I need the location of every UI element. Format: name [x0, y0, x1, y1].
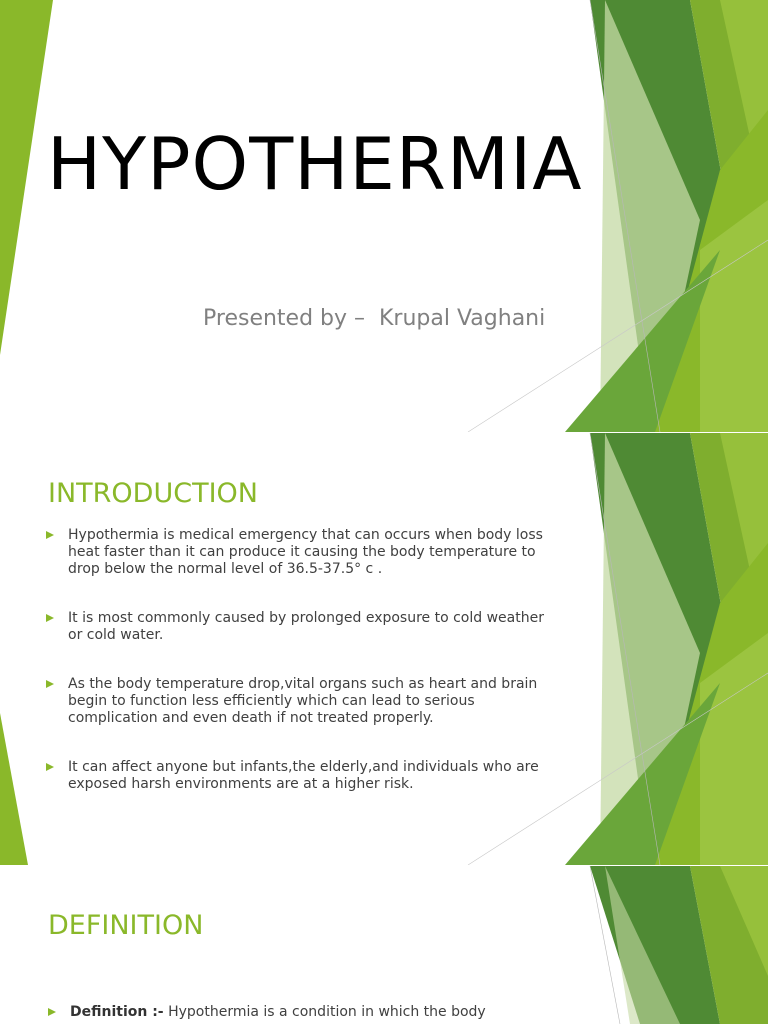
introduction-bullet-list: [46, 527, 566, 793]
introduction-heading: INTRODUCTION: [48, 478, 258, 509]
definition-item: [46, 1004, 486, 1021]
list-item: [46, 759, 566, 793]
triangle-bullet-icon: [46, 531, 54, 539]
green-facet-decoration: [0, 0, 768, 432]
slide-title: HYPOTHERMIA: [47, 122, 583, 206]
triangle-bullet-icon: [46, 680, 54, 688]
triangle-bullet-icon: [46, 614, 54, 622]
list-item: [46, 676, 566, 727]
bullet-text: Hypothermia is medical emergency that can occurs when body loss heat faster than it can produce it causing the body temperature to drop below the normal level of 36.5-37.5° c .: [68, 527, 543, 577]
presenter-subtitle: Presented by – Krupal Vaghani: [203, 306, 546, 331]
definition-text: Hypothermia is a condition in which the body: [163, 1004, 486, 1020]
green-facet-decoration: [0, 866, 768, 1024]
title-slide: [0, 0, 768, 432]
definition-label: Definition :-: [70, 1004, 164, 1020]
bullet-text: It is most commonly caused by prolonged exposure to cold weather or cold water.: [68, 610, 544, 643]
bullet-text: It can affect anyone but infants,the elderly,and individuals who are exposed harsh environments are at a higher risk.: [68, 759, 539, 792]
triangle-bullet-icon: [46, 763, 54, 771]
bullet-text: As the body temperature drop,vital organs such as heart and brain begin to function less efficiently which can lead to serious complication and even death if not treated properly.: [68, 676, 538, 726]
triangle-bullet-icon: [48, 1008, 56, 1016]
definition-heading: DEFINITION: [48, 910, 204, 941]
list-item: [46, 527, 566, 578]
list-item: [46, 610, 566, 644]
definition-slide: [0, 866, 768, 1024]
